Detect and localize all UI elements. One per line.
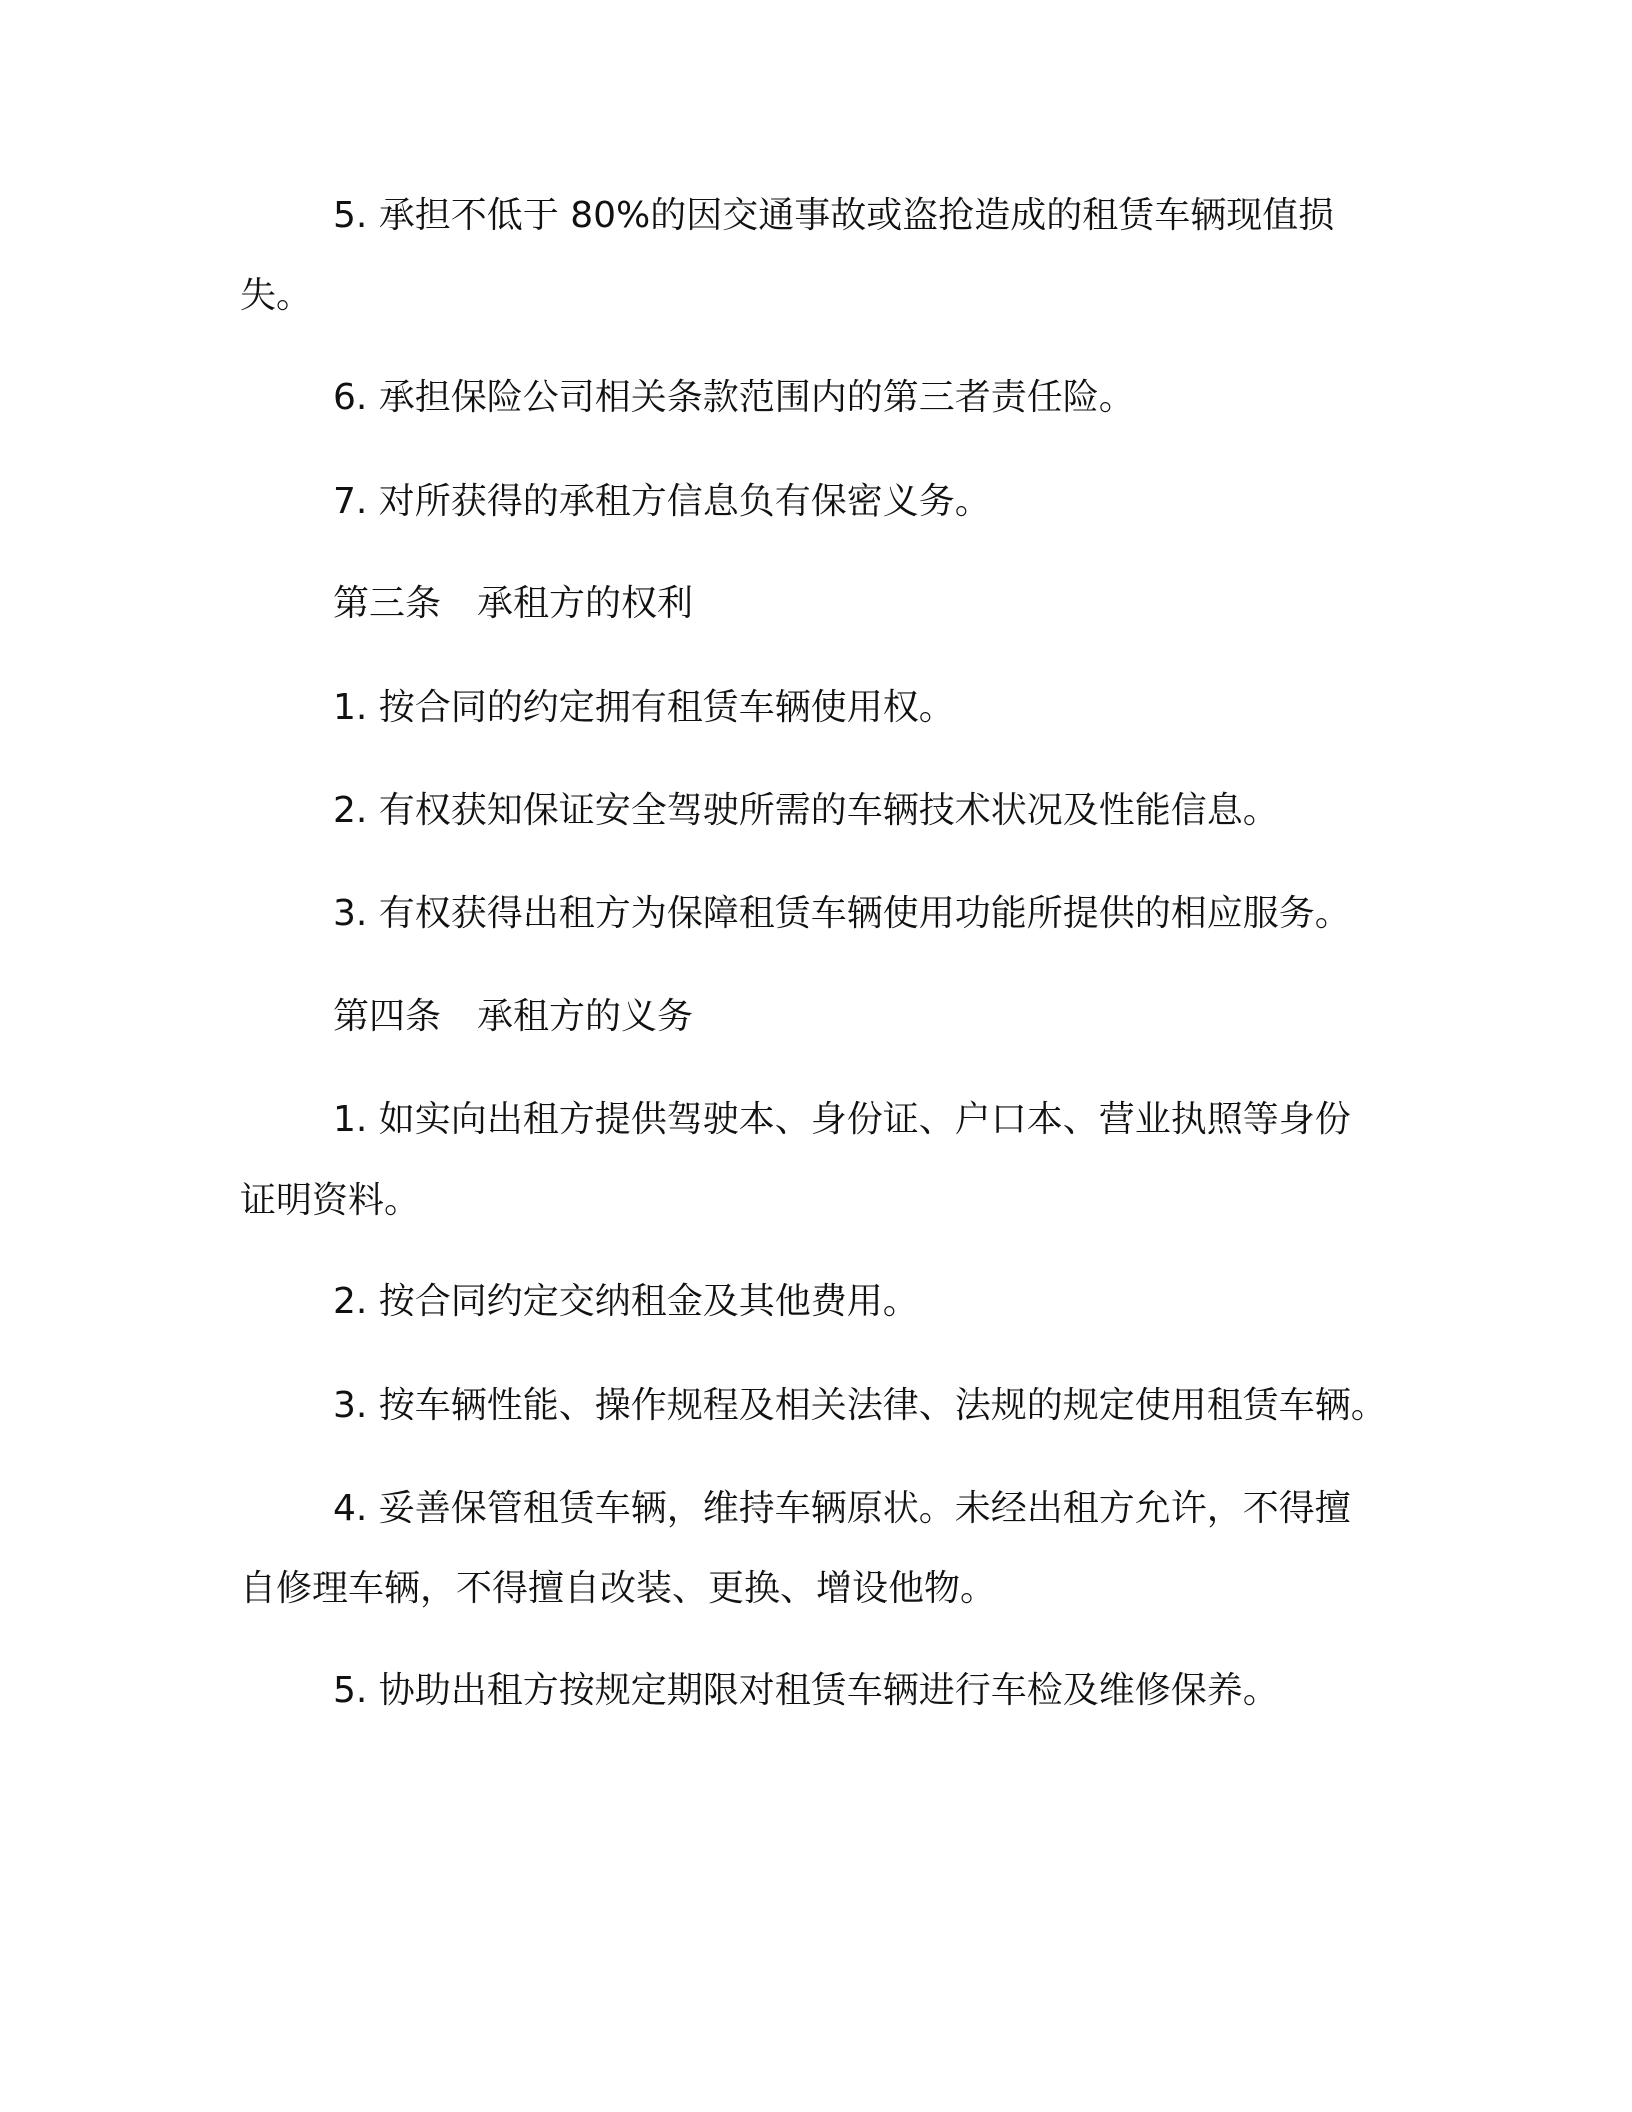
clause-3-item-1: 1. 按合同的约定拥有租赁车辆使用权。 — [333, 687, 955, 728]
clause-4-item-3: 3. 按车辆性能、操作规程及相关法律、法规的规定使用租赁车辆。 — [333, 1385, 1387, 1426]
clause-2-item-6: 6. 承担保险公司相关条款范围内的第三者责任险。 — [333, 377, 1135, 418]
clause-2-item-7: 7. 对所获得的承租方信息负有保密义务。 — [333, 481, 991, 522]
clause-4-heading: 第四条 承租方的义务 — [333, 996, 694, 1037]
clause-4-item-4-line-1: 4. 妥善保管租赁车辆，维持车辆原状。未经出租方允许，不得擅 — [333, 1488, 1351, 1529]
clause-4-item-1-line-1: 1. 如实向出租方提供驾驶本、身份证、户口本、营业执照等身份 — [333, 1099, 1351, 1140]
clause-4-item-5: 5. 协助出租方按规定期限对租赁车辆进行车检及维修保养。 — [333, 1670, 1279, 1711]
clause-3-heading: 第三条 承租方的权利 — [333, 583, 694, 624]
clause-4-item-1-line-2: 证明资料。 — [240, 1180, 421, 1221]
clause-4-item-2: 2. 按合同约定交纳租金及其他费用。 — [333, 1281, 919, 1322]
clause-3-item-2: 2. 有权获知保证安全驾驶所需的车辆技术状况及性能信息。 — [333, 790, 1279, 831]
clause-2-item-5-line-1: 5. 承担不低于 80%的因交通事故或盗抢造成的租赁车辆现值损 — [333, 195, 1335, 236]
clause-4-item-4-line-2: 自修理车辆，不得擅自改装、更换、增设他物。 — [240, 1568, 997, 1609]
clause-3-item-3: 3. 有权获得出租方为保障租赁车辆使用功能所提供的相应服务。 — [333, 893, 1351, 934]
clause-2-item-5-line-2: 失。 — [240, 275, 313, 316]
